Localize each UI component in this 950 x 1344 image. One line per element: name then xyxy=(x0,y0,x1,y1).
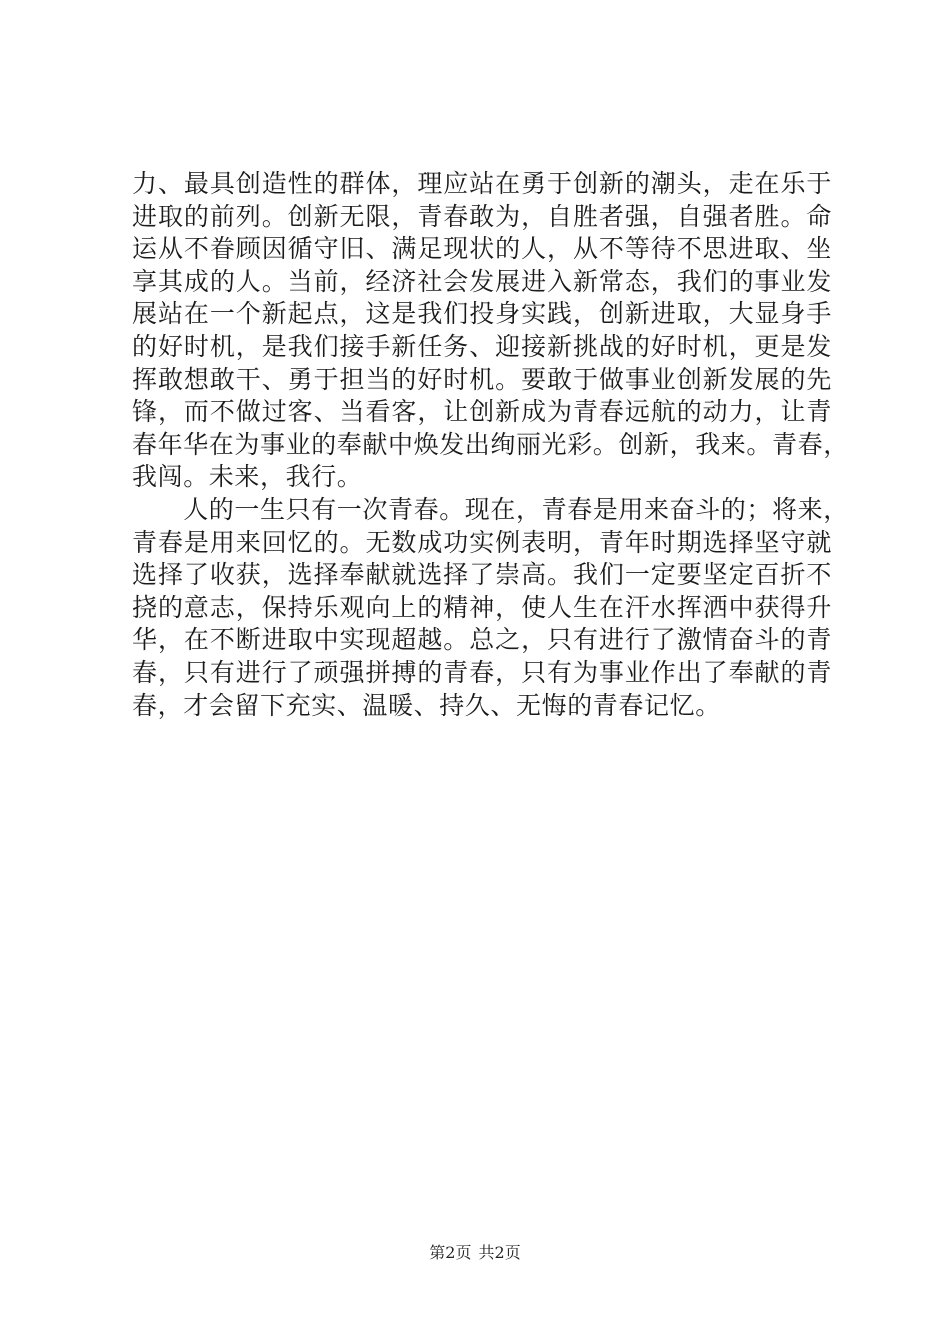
text-line: 春，只有进行了顽强拼搏的青春，只有为事业作出了奉献的青 xyxy=(132,657,832,687)
text-line: 力、最具创造性的群体，理应站在勇于创新的潮头，走在乐于 xyxy=(132,169,832,198)
text-line: 享其成的人。当前，经济社会发展进入新常态，我们的事业发 xyxy=(132,266,832,296)
text-line: 青春是用来回忆的。无数成功实例表明，青年时期选择坚守就 xyxy=(132,527,832,557)
text-line: 展站在一个新起点，这是我们投身实践，创新进取，大显身手 xyxy=(132,299,832,329)
text-line: 运从不眷顾因循守旧、满足现状的人，从不等待不思进取、坐 xyxy=(132,234,832,264)
text-line: 华，在不断进取中实现超越。总之，只有进行了激情奋斗的青 xyxy=(132,625,832,655)
paragraph-2 xyxy=(132,494,849,722)
text-line: 挠的意志，保持乐观向上的精神，使人生在汗水挥洒中获得升 xyxy=(132,592,832,622)
document-body xyxy=(132,168,849,722)
text-line: 锋，而不做过客、当看客，让创新成为青春远航的动力，让青 xyxy=(132,397,832,427)
page-footer xyxy=(0,1240,950,1263)
page-number-label: 第2页 共2页 xyxy=(429,1243,521,1262)
text-line: 我闯。未来，我行。 xyxy=(132,462,363,492)
text-line: 人的一生只有一次青春。现在，青春是用来奋斗的；将来， xyxy=(132,494,849,524)
paragraph-1 xyxy=(132,168,849,494)
text-line: 挥敢想敢干、勇于担当的好时机。要敢于做事业创新发展的先 xyxy=(132,364,832,394)
text-line: 选择了收获，选择奉献就选择了崇高。我们一定要坚定百折不 xyxy=(132,560,832,590)
text-line: 春，才会留下充实、温暖、持久、无悔的青春记忆。 xyxy=(132,690,721,720)
text-line: 进取的前列。创新无限，青春敢为，自胜者强，自强者胜。命 xyxy=(132,201,832,231)
text-line: 春年华在为事业的奉献中焕发出绚丽光彩。创新，我来。青春， xyxy=(132,429,849,459)
text-line: 的好时机，是我们接手新任务、迎接新挑战的好时机，更是发 xyxy=(132,331,832,361)
